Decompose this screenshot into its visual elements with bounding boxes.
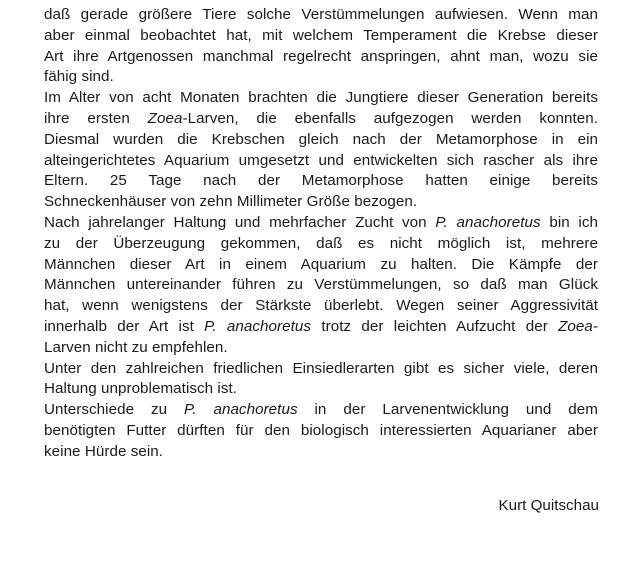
text-segment: Larven nicht zu empfehlen. [44, 338, 228, 356]
text-segment: fähig sind. [44, 68, 114, 86]
text-line [44, 234, 598, 253]
text-segment: ihre ersten [44, 110, 148, 127]
text-segment: Im Alter von acht Monaten brachten die Jungtiere dieser Generation bereits [44, 89, 598, 107]
text-line [44, 26, 598, 45]
text-line [44, 400, 598, 419]
italic-term: Zoea [147, 110, 183, 127]
text-segment: Männchen dieser Art in einem Aquarium zu halten. Die Kämpfe der [44, 255, 598, 273]
text-segment: hat, wenn wenigstens der Stärkste überlebt. Wegen seiner Aggressivität [44, 297, 598, 315]
text-line [44, 47, 598, 66]
text-line [44, 359, 598, 378]
italic-term: P. anachoretus [184, 401, 298, 419]
text-line [44, 67, 598, 86]
text-segment: -Larven, die ebenfalls aufgezogen werden konnten. [182, 110, 598, 127]
text-line [44, 296, 598, 315]
text-segment: Schneckenhäuser von zehn Millimeter Größe bezogen. [44, 193, 418, 211]
text-line [44, 442, 598, 461]
text-segment: aber einmal beobachtet hat, mit welchem Temperament die Krebse dieser [44, 26, 598, 44]
text-segment: alteingerichtetes Aquarium umgesetzt und entwickelten sich rascher als ihre [44, 151, 598, 169]
text-segment: Eltern. 25 Tage nach der Metamorphose hatten einige bereits [44, 172, 598, 190]
text-segment: Diesmal wurden die Krebschen gleich nach der Metamorphose in ein [44, 130, 598, 148]
text-line [44, 338, 598, 357]
italic-term: P. anachoretus [435, 214, 541, 231]
text-segment: Männchen untereinander führen zu Verstümmelungen, so daß man Glück [44, 276, 598, 294]
text-segment: in der Larvenentwicklung und dem [297, 401, 598, 419]
text-segment: daß gerade größere Tiere solche Verstümmelungen aufwiesen. Wenn man [44, 6, 598, 23]
text-segment: Haltung unproblematisch ist. [44, 380, 238, 398]
text-line [44, 275, 598, 294]
text-line [44, 213, 598, 232]
text-segment: Unter den zahlreichen friedlichen Einsiedlerarten gibt es sicher viele, deren [44, 359, 598, 377]
text-line [44, 151, 598, 170]
text-segment: keine Hürde sein. [44, 442, 164, 460]
text-segment: Nach jahrelanger Haltung und mehrfacher Zucht von [44, 214, 436, 231]
italic-term: Zoea- [558, 318, 599, 335]
author-signature: Kurt Quitschau [498, 497, 599, 514]
text-line [44, 88, 598, 107]
text-line [44, 192, 598, 211]
text-segment: trotz der leichten Aufzucht der [311, 318, 559, 335]
text-line [44, 5, 598, 24]
text-line [44, 421, 598, 440]
text-line [44, 379, 598, 398]
text-line [44, 317, 598, 336]
text-segment: zu der Überzeugung gekommen, daß es nicht möglich ist, mehrere [44, 234, 598, 252]
text-segment: Art ihre Artgenossen manchmal regelrecht anspringen, ahnt man, wozu sie [44, 47, 598, 65]
text-line [44, 171, 598, 190]
text-segment: Unterschiede zu [44, 401, 185, 419]
text-line [44, 109, 598, 128]
text-segment: innerhalb der Art ist [44, 318, 205, 335]
text-line [44, 130, 598, 149]
text-segment: benötigten Futter dürften für den biologisch interessierten Aquarianer aber [44, 422, 598, 439]
italic-term: P. anachoretus [204, 318, 312, 335]
text-line [44, 255, 598, 274]
text-segment: bin ich [540, 214, 598, 231]
